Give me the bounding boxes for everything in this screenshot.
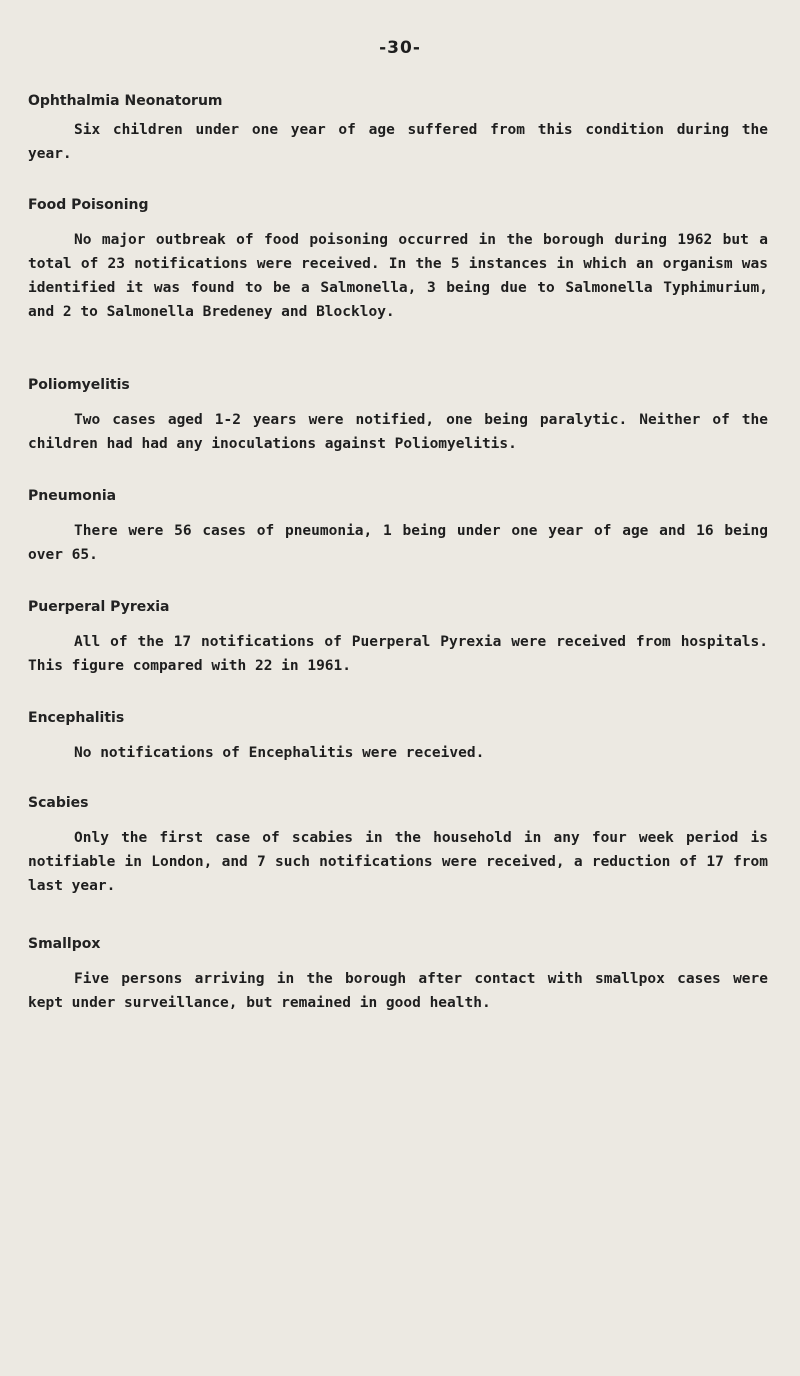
page-number: -30- [379,38,421,58]
section-puerperal-pyrexia [28,598,768,678]
section-heading: Pneumonia [28,488,117,504]
section-text: Five persons arriving in the borough after contact with smallpox cases were kept under surveillance, but remained in good health. [28,971,768,1011]
section-pneumonia [28,487,768,567]
section-heading: Ophthalmia Neonatorum [28,93,223,109]
section-text: Only the first case of scabies in the household in any four week period is notifiable in London, and 7 such notifications were received, a reduction of 17 from last year. [28,830,768,894]
section-encephalitis [28,709,768,765]
section-text: No notifications of Encephalitis were received. [74,745,485,761]
section-smallpox [28,935,768,1015]
section-text: All of the 17 notifications of Puerperal Pyrexia were received from hospitals. This figure compared with 22 in 1961. [28,634,768,674]
section-poliomyelitis [28,376,768,456]
section-heading: Food Poisoning [28,197,149,213]
section-text: No major outbreak of food poisoning occurred in the borough during 1962 but a total of 23 notifications were received. In the 5 instances in which an organism was identified it was found to be a Salmonella, 3 being due to Salmonella Typhimurium, and 2 to Salmonella Bredeney and Blockloy. [28,232,768,320]
section-heading: Encephalitis [28,710,125,726]
section-heading: Smallpox [28,936,101,952]
section-scabies [28,794,768,898]
section-food-poisoning [28,196,768,324]
section-heading: Puerperal Pyrexia [28,599,170,615]
section-text: There were 56 cases of pneumonia, 1 being under one year of age and 16 being over 65. [28,523,768,563]
section-text: Two cases aged 1-2 years were notified, one being paralytic. Neither of the children had had any inoculations against Poliomyelitis. [28,412,768,452]
section-ophthalmia-neonatorum [28,92,768,166]
section-heading: Scabies [28,795,89,811]
section-heading: Poliomyelitis [28,377,130,393]
section-text: Six children under one year of age suffered from this condition during the year. [28,122,768,162]
